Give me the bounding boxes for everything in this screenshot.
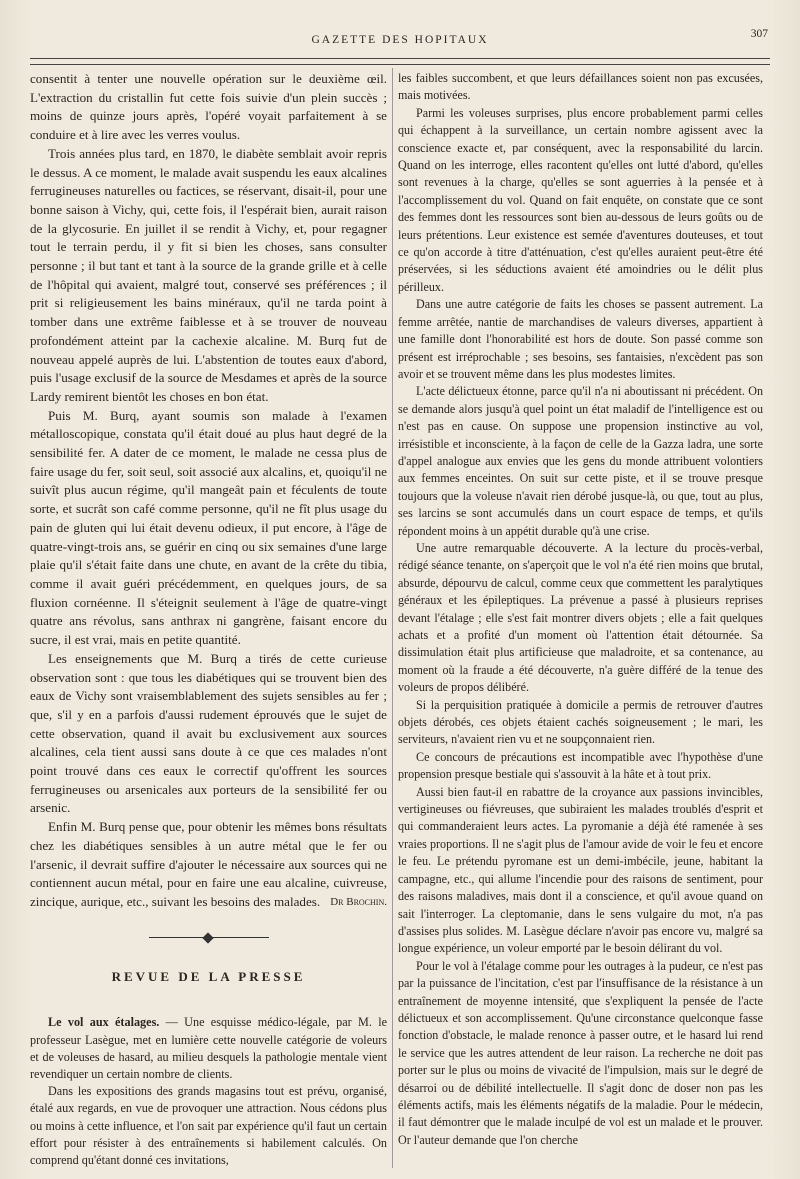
signature-name: Brochin. [346, 895, 387, 908]
signature-prefix: Dr [330, 895, 344, 908]
paragraph: Pour le vol à l'étalage comme pour les outrages à la pudeur, ce n'est pas par la puissance de l'incitation, c'est par l'insuffisance de la résistance à un entraînement de moyenne intensité, que s'expliquent la pensée de l'acte délictueux et son accomplissement. Qu'une circonstance quelconque fasse fonction d'obstacle, le malade renonce à passer outre, et le hasard lui rend le service que les autres attendent de leur raison. La recherche ne doit pas porter sur le plus ou moins de vivacité de l'impulsion, mais sur le degré de désarroi ou de débilité intellectuelle. Il s'agit donc de doser non pas les éléments actifs, mais les éléments négatifs de la maladie. Pour le médecin, il faut démontrer que le malade inculpé de vol est un malade et le prouver. Or l'auteur demande que l'on cherche [398, 958, 763, 1147]
paragraph: Aussi bien faut-il en rabattre de la croyance aux passions invincibles, vertigineuses ou fiévreuses, que subiraient les malades troublés d'esprit et qui commanderaient leurs actes. La pyromanie a déjà été ramenée à ses vraies proportions. Il ne s'agit plus de l'amour avide de voir le feu et encore le feu. Le prétendu pyromane est un demi-imbécile, jeune, habitant la campagne, etc., qui allume l'incendie pour des raisons de sentiment, pour des raisons maladives, mais dont il a conscience, et qu'il avoue quand on sait l'interroger. La cleptomanie, dans le sens vulgaire du mot, n'a pas d'assises plus solides. M. Lasègue déclare n'avoir pas encore vu, malgré sa longue expérience, un voleur emporté par le besoin délirant du vol. [398, 784, 763, 956]
page-number: 307 [750, 28, 768, 40]
header-rule-bottom [30, 64, 770, 65]
right-column [398, 70, 763, 1149]
column-divider [392, 68, 393, 1168]
paragraph: L'acte délictueux étonne, parce qu'il n'a ni aboutissant ni précédent. On se demande alors jusqu'à quel point un état maladif de l'intelligence est ou n'est pas en cause. On suppose une propension instinctive au vol, irrésistible et inconsciente, à la façon de celle de la Gazza ladra, une sorte d'appel analogue aux envies que les gens du monde attribuent volontiers aux femmes enceintes. On suit sur cette piste, et il se trouve presque toujours que la voleuse n'avait rien dérobé jusque-là, ou que, tout au plus, ses larcins se sont accumulés dans un court espace de temps, et qu'ils répondent moins à un appétit durable qu'à une crise. [398, 384, 763, 538]
paragraph: Les enseignements que M. Burq a tirés de cette curieuse observation sont : que tous les diabétiques qui se trouvent bien des eaux de Vichy sont vraisemblablement des sujets sensibles au fer ; que, s'il y en a parfois d'aussi rudement éprouvés que le sujet de cette observation, quand il avait bu exclusivement aux sources alcalines, cela tient aussi sans doute à ce que ces malades n'ont point trouvé dans ces eaux le correctif qu'offrent les sources ferrugineuses ou arsenicales aux porteurs de la sensibilité fer ou arsenic. [30, 650, 387, 816]
press-review-article [30, 1014, 387, 1169]
section-title: REVUE DE LA PRESSE [111, 968, 306, 984]
paragraph: Ce concours de précautions est incompatible avec l'hypothèse d'une propension presque bestiale qui s'assouvit à la hâte et à tout prix. [398, 749, 763, 782]
paragraph: Trois années plus tard, en 1870, le diabète semblait avoir repris le dessus. A ce moment, le malade avait suspendu les eaux alcalines ferrugineuses naturelles ou factices, se réservant, disait-il, pour une bonne saison à Vichy, qui, cette fois, il l'espérait bien, aurait raison de la glycosurie. En juillet il se rendit à Vichy, et, pour regagner tout le terrain perdu, il y fit si bien les choses, sans consulter personne ; il but tant et tant à la source de la grande grille et à celle de l'hôpital qui avaient, malgré tout, conservé ses préférences ; il prit si religieusement les bains minéraux, qu'il ne tarda point à tomber dans une extrême faiblesse et à se trouver de nouveau profondément atteint par la cachexie alcaline. M. Burq fut de nouveau appelé auprès de lui. L'abstention de toutes eaux d'abord, puis l'usage exclusif de la source de Mesdames et après de la source Lardy remirent bientôt les choses en bon état. [30, 145, 387, 404]
paragraph: les faibles succombent, et que leurs défaillances soient non pas excusées, mais motivées. [398, 71, 763, 103]
article-title: Le vol aux étalages. [48, 1015, 160, 1030]
paragraph [30, 1014, 387, 1083]
paragraph: Dans une autre catégorie de faits les choses se passent autrement. La femme arrêtée, nantie de marchandises de valeurs diverses, appartient à une famille dont l'honorabilité est hors de doute. Son passé comme son présent est irréprochable ; ses besoins, ses fantaisies, n'excèdent pas son avoir et se trouvent même dans les plus modestes limites. [398, 297, 763, 381]
article-lead: — Une esquisse médico-légale, par M. le professeur Lasègue, met en lumière cette nouvelle catégorie de voleurs et de voleuses de hasard, au milieu desquels la pathologie mentale vient revendiquer un certain nombre de clients. [30, 1015, 387, 1081]
left-column [30, 70, 387, 1169]
section-separator [149, 934, 269, 942]
page-header [30, 28, 770, 50]
paragraph: Dans les expositions des grands magasins tout est prévu, organisé, étalé aux regards, en vue de provoquer une attraction. Nous cédons plus ou moins à cette influence, et l'on sait par expérience qu'il faut un certain effort pour résister à des entraînements si habilement calculés. On comprend qu'étant donné ces invitations, [30, 1084, 387, 1167]
journal-title: GAZETTE DES HOPITAUX [311, 34, 489, 46]
header-rule-top [30, 58, 770, 59]
paragraph: Parmi les voleuses surprises, plus encore probablement parmi celles qui échappent à la surveillance, un certain nombre agissent avec la conscience exacte et, par conséquent, avec la responsabilité du larcin. Quand on les interroge, elles racontent qu'elles ont lutté d'abord, qu'elles sont revenues à la charge, qu'elles se sont aguerries à la pensée et à l'accomplissement du vol. Quand on fait enquête, on constate que ce sont des femmes dont les ressources sont bien au-dessous de leurs goûts ou de leurs prétentions. Leur existence est semée d'aventures douteuses, et tout ce qu'on accorde à titre d'atténuation, c'est qu'elles auraient peut-être été préservées, si les séductions avaient été amoindries ou le délit plus périlleux. [398, 105, 763, 294]
paragraph: Puis M. Burq, ayant soumis son malade à l'examen métalloscopique, constata qu'il était doué au plus haut degré de la sensibilité fer. A dater de ce moment, le malade ne cessa plus de faire usage du fer, soit seul, soit associé aux alcalins, et, quoiqu'il ne suivît plus aucun régime, qu'il mangeât pain et féculents de toute sorte, et sucrât son café comme personne, qu'il ne fît plus usage du pain de gluten qui lui était devenu odieux, il put encore, à l'âge de quatre-vingt-trois ans, se guérir en cinq ou six semaines d'une large plaie qu'il s'était faite dans une chute, en avant de la crête du tibia, comme il avait guéri précédemment, en quelques jours, de sa fluxion cornéenne. Il s'éteignit seulement à l'âge de quatre-vingt quatre ans révolus, sans anthrax ni gangrène, faisant encore du sucre, il est vrai, mais en petite quantité. [30, 407, 387, 648]
paragraph: Une autre remarquable découverte. A la lecture du procès-verbal, rédigé séance tenante, on s'aperçoit que le vol n'a été rien moins que brutal, absurde, dépourvu de calcul, comme ceux que commettent les paralytiques généraux et les épileptiques. La prévenue a passé à plusieurs reprises devant l'étalage ; elle s'est fait montrer divers objets ; elle a fait quelques achats et a profité d'un moment où l'attention était détournée. Sa dissimulation était plus artificieuse que maladroite, et sa contenance, au moment où la fraude a été découverte, n'a guère différé de la tenue des voleurs de propos délibéré. [398, 540, 763, 695]
paragraph: Si la perquisition pratiquée à domicile a permis de retrouver d'autres objets dérobés, ces objets étaient cachés soigneusement ; le mari, les serviteurs, n'avaient rien vu et ne soupçonnaient rien. [398, 697, 763, 747]
paragraph: Enfin M. Burq pense que, pour obtenir les mêmes bons résultats chez les diabétiques sensibles à un autre métal que le fer ou l'arsenic, il devrait suffire d'ajouter le nécessaire aux sources qui ne contiennent aucun métal, pour en faire une eau alcaline, cuivreuse, zincique, aurique, etc., suivant les besoins des malades. [30, 819, 387, 909]
paragraph: consentit à tenter une nouvelle opération sur le deuxième œil. L'extraction du cristallin fut cette fois suivie d'un plein succès ; moins de quinze jours après, l'opéré voyait parfaitement à se conduire et à lire avec les verres voulus. [30, 71, 387, 143]
